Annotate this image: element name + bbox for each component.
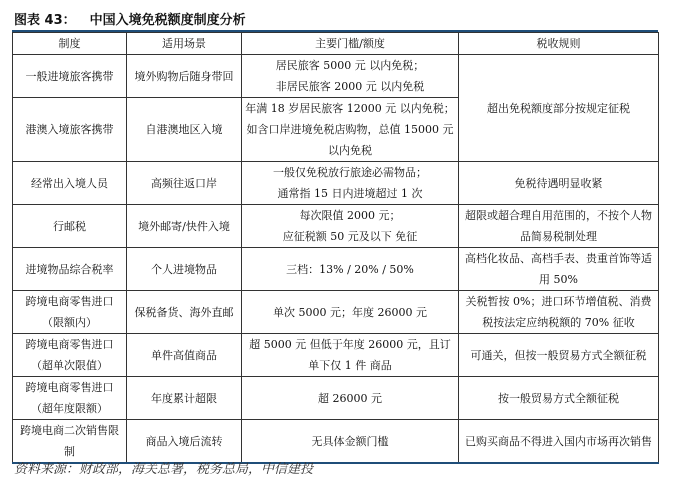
cell-system: 港澳入境旅客携带 <box>13 98 127 162</box>
figure-title: 图表 43： 中国入境免税额度制度分析 <box>14 13 246 28</box>
table-header <box>13 33 659 55</box>
cell-system: 行邮税 <box>13 205 127 248</box>
threshold-line: 非居民旅客 2000 元 以内免税 <box>275 80 425 93</box>
header-cell: 适用场景 <box>127 33 242 55</box>
cell-threshold: 单次 5000 元；年度 26000 元 <box>242 291 459 334</box>
cell-scene: 单件高值商品 <box>127 334 242 377</box>
threshold-line: 年满 18 岁居民旅客 12000 元 以内免税； <box>245 102 455 115</box>
cell-scene: 高频往返口岸 <box>127 162 242 205</box>
cell-rule: 高档化妆品、高档手表、贵重首饰等适用 50% <box>459 248 659 291</box>
cell-system: 跨境电商零售进口（超单次限值） <box>13 334 127 377</box>
cell-scene: 境外购物后随身带回 <box>127 55 242 98</box>
table-row <box>13 162 659 205</box>
cell-scene: 境外邮寄/快件入境 <box>127 205 242 248</box>
cell-rule: 可通关，但按一般贸易方式全额征税 <box>459 334 659 377</box>
source-note: 资料来源：财政部，海关总署，税务总局，中信建投 <box>14 462 314 477</box>
cell-system: 一般进境旅客携带 <box>13 55 127 98</box>
cell-threshold <box>242 55 459 98</box>
threshold-line: 每次限值 2000 元； <box>299 209 401 222</box>
cell-system: 经常出入境人员 <box>13 162 127 205</box>
cell-system: 跨境电商零售进口（限额内） <box>13 291 127 334</box>
table-row <box>13 334 659 377</box>
cell-scene: 商品入境后流转 <box>127 420 242 464</box>
cell-rule: 免税待遇明显收紧 <box>459 162 659 205</box>
table-row <box>13 248 659 291</box>
cell-rule: 超出免税额度部分按规定征税 <box>459 55 659 162</box>
table-row <box>13 205 659 248</box>
table-row <box>13 55 659 98</box>
cell-rule: 关税暂按 0%；进口环节增值税、消费税按法定应纳税额的 70% 征收 <box>459 291 659 334</box>
cell-scene: 年度累计超限 <box>127 377 242 420</box>
threshold-line: 如含口岸进境免税店购物，总值 15000 元 <box>246 123 454 136</box>
threshold-line: 以内免税 <box>328 144 372 157</box>
cell-rule: 超限或超合理自用范围的，不按个人物品简易税制处理 <box>459 205 659 248</box>
cell-rule: 已购买商品不得进入国内市场再次销售 <box>459 420 659 464</box>
cell-threshold <box>242 205 459 248</box>
cell-threshold: 超 5000 元 但低于年度 26000 元，且订单下仅 1 件 商品 <box>242 334 459 377</box>
cell-threshold: 无具体金额门槛 <box>242 420 459 464</box>
cell-threshold <box>242 162 459 205</box>
cell-threshold: 三档：13% / 20% / 50% <box>242 248 459 291</box>
header-cell: 税收规则 <box>459 33 659 55</box>
threshold-line: 一般仅免税放行旅途必需物品； <box>273 166 427 179</box>
threshold-line: 居民旅客 5000 元 以内免税； <box>275 59 425 72</box>
cell-rule: 按一般贸易方式全额征税 <box>459 377 659 420</box>
threshold-line: 应征税额 50 元及以下 免征 <box>282 230 418 243</box>
cell-scene: 自港澳地区入境 <box>127 98 242 162</box>
header-cell: 制度 <box>13 33 127 55</box>
cell-system: 跨境电商零售进口（超年度限额） <box>13 377 127 420</box>
table-row <box>13 291 659 334</box>
table-row <box>13 377 659 420</box>
threshold-line: 通常指 15 日内进境超过 1 次 <box>277 187 423 200</box>
cell-system: 进境物品综合税率 <box>13 248 127 291</box>
duty-free-table <box>12 32 659 464</box>
header-cell: 主要门槛/额度 <box>242 33 459 55</box>
cell-scene: 保税备货、海外直邮 <box>127 291 242 334</box>
cell-threshold: 超 26000 元 <box>242 377 459 420</box>
table-row <box>13 420 659 464</box>
cell-scene: 个人进境物品 <box>127 248 242 291</box>
cell-threshold <box>242 98 459 162</box>
cell-system: 跨境电商二次销售限制 <box>13 420 127 464</box>
